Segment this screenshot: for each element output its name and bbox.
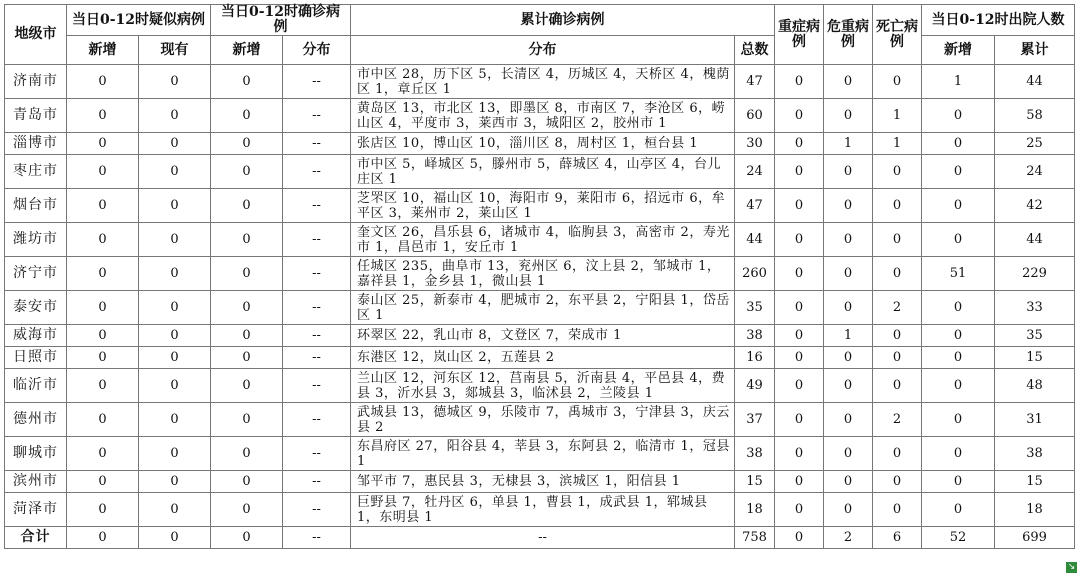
header-conf-dist: 分布 [283,36,351,65]
cell-city: 青岛市 [5,99,67,133]
cell-susp-cur: 0 [139,325,211,347]
cell-death: 0 [873,155,922,189]
cell-susp-cur: 0 [139,369,211,403]
cell-conf-dist: -- [283,257,351,291]
cell-conf-dist: -- [283,65,351,99]
header-critical: 危重病例 [824,5,873,65]
cell-severe: 0 [775,471,824,493]
table-row [5,223,1075,257]
table-row [5,155,1075,189]
table-row [5,403,1075,437]
cell-cum-dist: 兰山区 12，河东区 12，莒南县 5，沂南县 4，平邑县 4，费县 3，沂水县 3，郯城县 3，临沭县 2，兰陵县 1 [351,369,735,403]
cell-susp-new: 0 [67,493,139,527]
cell-susp-new: 0 [67,471,139,493]
cell-dis-new: 0 [922,99,995,133]
cell-susp-cur: 0 [139,99,211,133]
cell-city: 烟台市 [5,189,67,223]
cell-city: 潍坊市 [5,223,67,257]
cell-severe: 0 [775,437,824,471]
cell-severe: 0 [775,155,824,189]
cell-conf-dist: -- [283,155,351,189]
cell-dis-cum: 15 [995,347,1075,369]
cell-conf-dist: -- [283,471,351,493]
total-cum-total: 758 [735,527,775,549]
header-dis-cum: 累计 [995,36,1075,65]
cell-cum-total: 18 [735,493,775,527]
cell-death: 0 [873,65,922,99]
cell-conf-new: 0 [211,99,283,133]
cell-cum-total: 260 [735,257,775,291]
cell-cum-dist: 奎文区 26，昌乐县 6，诸城市 4，临朐县 3，高密市 2，寿光市 1，昌邑市 1，安丘市 1 [351,223,735,257]
cell-susp-new: 0 [67,291,139,325]
total-cum-dist: -- [351,527,735,549]
header-conf-new: 新增 [211,36,283,65]
table-row [5,65,1075,99]
header-susp-current: 现有 [139,36,211,65]
cell-cum-total: 44 [735,223,775,257]
cell-critical: 0 [824,403,873,437]
cell-cum-dist: 邹平市 7，惠民县 3，无棣县 3，滨城区 1，阳信县 1 [351,471,735,493]
cell-conf-new: 0 [211,291,283,325]
cell-dis-cum: 25 [995,133,1075,155]
cell-death: 1 [873,133,922,155]
cell-dis-new: 0 [922,403,995,437]
cell-cum-dist: 张店区 10，博山区 10，淄川区 8，周村区 1，桓台县 1 [351,133,735,155]
cell-conf-new: 0 [211,471,283,493]
cell-conf-dist: -- [283,403,351,437]
cell-dis-new: 0 [922,471,995,493]
header-city: 地级市 [5,5,67,65]
cell-conf-dist: -- [283,99,351,133]
cell-severe: 0 [775,223,824,257]
total-dis-cum: 699 [995,527,1075,549]
cell-susp-new: 0 [67,437,139,471]
header-susp-new: 新增 [67,36,139,65]
cell-susp-new: 0 [67,257,139,291]
cell-city: 枣庄市 [5,155,67,189]
cell-severe: 0 [775,493,824,527]
cell-conf-new: 0 [211,133,283,155]
cell-death: 0 [873,223,922,257]
cell-cum-dist: 任城区 235，曲阜市 13，兖州区 6，汶上县 2，邹城市 1，嘉祥县 1，金乡县 1，微山县 1 [351,257,735,291]
cell-conf-dist: -- [283,347,351,369]
cell-cum-total: 24 [735,155,775,189]
cell-susp-cur: 0 [139,291,211,325]
cell-susp-cur: 0 [139,155,211,189]
total-dis-new: 52 [922,527,995,549]
table-row [5,257,1075,291]
cell-city: 济南市 [5,65,67,99]
header-confirmed-today: 当日0-12时确诊病例 [211,5,351,36]
cell-dis-new: 0 [922,437,995,471]
cell-cum-total: 47 [735,65,775,99]
cell-susp-new: 0 [67,65,139,99]
cell-critical: 0 [824,155,873,189]
cell-dis-cum: 42 [995,189,1075,223]
cell-cum-dist: 东港区 12，岚山区 2，五莲县 2 [351,347,735,369]
cell-susp-cur: 0 [139,65,211,99]
cell-dis-new: 51 [922,257,995,291]
cell-city: 临沂市 [5,369,67,403]
cell-cum-total: 38 [735,325,775,347]
cell-dis-cum: 44 [995,65,1075,99]
cell-susp-new: 0 [67,133,139,155]
cell-city: 泰安市 [5,291,67,325]
cell-cum-dist: 环翠区 22，乳山市 8，文登区 7，荣成市 1 [351,325,735,347]
table-row [5,325,1075,347]
cell-dis-new: 0 [922,133,995,155]
cell-susp-cur: 0 [139,493,211,527]
cell-susp-new: 0 [67,369,139,403]
cell-susp-cur: 0 [139,257,211,291]
cell-conf-dist: -- [283,291,351,325]
cell-susp-cur: 0 [139,471,211,493]
cell-susp-cur: 0 [139,403,211,437]
header-discharged: 当日0-12时出院人数 [922,5,1075,36]
cell-susp-cur: 0 [139,223,211,257]
header-death: 死亡病例 [873,5,922,65]
total-critical: 2 [824,527,873,549]
total-susp-cur: 0 [139,527,211,549]
cell-dis-cum: 15 [995,471,1075,493]
total-row [5,527,1075,549]
cell-critical: 0 [824,65,873,99]
cell-cum-dist: 芝罘区 10，福山区 10，海阳市 9，莱阳市 6，招远市 6，牟平区 3，莱州市 2，莱山区 1 [351,189,735,223]
cell-susp-cur: 0 [139,437,211,471]
cell-dis-cum: 33 [995,291,1075,325]
cell-critical: 1 [824,325,873,347]
table-row [5,291,1075,325]
cell-cum-dist: 东昌府区 27，阳谷县 4，莘县 3，东阿县 2，临清市 1，冠县 1 [351,437,735,471]
cell-conf-dist: -- [283,223,351,257]
cell-dis-cum: 58 [995,99,1075,133]
table-row [5,189,1075,223]
cell-conf-dist: -- [283,189,351,223]
cell-death: 0 [873,257,922,291]
total-susp-new: 0 [67,527,139,549]
cell-dis-new: 0 [922,155,995,189]
expand-icon[interactable]: ↘ [1067,562,1076,572]
cell-death: 0 [873,471,922,493]
cell-death: 0 [873,493,922,527]
cell-critical: 0 [824,99,873,133]
cell-death: 0 [873,369,922,403]
cell-dis-new: 0 [922,347,995,369]
cell-dis-cum: 35 [995,325,1075,347]
cell-dis-new: 0 [922,493,995,527]
cell-critical: 0 [824,223,873,257]
cell-cum-total: 47 [735,189,775,223]
cell-conf-dist: -- [283,493,351,527]
cell-susp-cur: 0 [139,133,211,155]
cell-susp-new: 0 [67,325,139,347]
cell-conf-new: 0 [211,493,283,527]
cell-city: 淄博市 [5,133,67,155]
cell-dis-cum: 48 [995,369,1075,403]
cell-dis-new: 0 [922,223,995,257]
cell-conf-new: 0 [211,403,283,437]
table-row [5,99,1075,133]
cell-susp-new: 0 [67,223,139,257]
cell-susp-cur: 0 [139,189,211,223]
cell-severe: 0 [775,257,824,291]
header-dis-new: 新增 [922,36,995,65]
cell-critical: 0 [824,257,873,291]
cell-conf-new: 0 [211,257,283,291]
table-row [5,133,1075,155]
cell-death: 0 [873,325,922,347]
cell-conf-new: 0 [211,223,283,257]
cell-severe: 0 [775,65,824,99]
cell-critical: 0 [824,493,873,527]
cell-dis-new: 1 [922,65,995,99]
cell-dis-cum: 229 [995,257,1075,291]
cell-city: 滨州市 [5,471,67,493]
covid-case-table [4,4,1075,549]
cell-death: 1 [873,99,922,133]
cell-severe: 0 [775,347,824,369]
cell-conf-new: 0 [211,155,283,189]
table-row [5,493,1075,527]
cell-cum-total: 30 [735,133,775,155]
cell-dis-new: 0 [922,291,995,325]
cell-cum-total: 60 [735,99,775,133]
cell-cum-total: 37 [735,403,775,437]
cell-dis-cum: 31 [995,403,1075,437]
header-severe: 重症病例 [775,5,824,65]
cell-dis-new: 0 [922,369,995,403]
cell-cum-total: 49 [735,369,775,403]
cell-susp-new: 0 [67,155,139,189]
cell-susp-new: 0 [67,347,139,369]
total-conf-dist: -- [283,527,351,549]
cell-conf-dist: -- [283,369,351,403]
cell-dis-cum: 18 [995,493,1075,527]
cell-cum-total: 38 [735,437,775,471]
cell-conf-new: 0 [211,65,283,99]
header-cum-dist: 分布 [351,36,735,65]
cell-conf-dist: -- [283,437,351,471]
cell-conf-new: 0 [211,369,283,403]
cell-severe: 0 [775,325,824,347]
cell-susp-new: 0 [67,403,139,437]
cell-severe: 0 [775,291,824,325]
cell-cum-dist: 市中区 5，峄城区 5，滕州市 5，薛城区 4，山亭区 4，台儿庄区 1 [351,155,735,189]
cell-cum-dist: 黄岛区 13，市北区 13，即墨区 8，市南区 7，李沧区 6，崂山区 4，平度市 3，莱西市 3，城阳区 2，胶州市 1 [351,99,735,133]
cell-death: 2 [873,291,922,325]
cell-city: 德州市 [5,403,67,437]
cell-conf-new: 0 [211,437,283,471]
cell-death: 0 [873,189,922,223]
cell-dis-new: 0 [922,189,995,223]
cell-cum-dist: 武城县 13，德城区 9，乐陵市 7，禹城市 3，宁津县 3，庆云县 2 [351,403,735,437]
cell-cum-total: 35 [735,291,775,325]
cell-dis-cum: 24 [995,155,1075,189]
cell-dis-cum: 44 [995,223,1075,257]
table-row [5,369,1075,403]
header-suspected: 当日0-12时疑似病例 [67,5,211,36]
cell-susp-cur: 0 [139,347,211,369]
total-city: 合计 [5,527,67,549]
total-death: 6 [873,527,922,549]
cell-city: 济宁市 [5,257,67,291]
cell-dis-new: 0 [922,325,995,347]
cell-conf-dist: -- [283,325,351,347]
cell-severe: 0 [775,99,824,133]
cell-severe: 0 [775,133,824,155]
cell-city: 日照市 [5,347,67,369]
cell-dis-cum: 38 [995,437,1075,471]
cell-conf-new: 0 [211,189,283,223]
table-row [5,347,1075,369]
cell-severe: 0 [775,189,824,223]
cell-cum-total: 16 [735,347,775,369]
cell-cum-total: 15 [735,471,775,493]
cell-critical: 0 [824,437,873,471]
cell-conf-new: 0 [211,325,283,347]
total-severe: 0 [775,527,824,549]
cell-death: 0 [873,347,922,369]
cell-critical: 0 [824,291,873,325]
cell-cum-dist: 市中区 28，历下区 5，长清区 4，历城区 4，天桥区 4，槐荫区 1，章丘区 1 [351,65,735,99]
cell-city: 聊城市 [5,437,67,471]
total-conf-new: 0 [211,527,283,549]
cell-critical: 0 [824,369,873,403]
cell-critical: 1 [824,133,873,155]
cell-susp-new: 0 [67,189,139,223]
cell-critical: 0 [824,189,873,223]
cell-cum-dist: 泰山区 25，新泰市 4，肥城市 2，东平县 2，宁阳县 1，岱岳区 1 [351,291,735,325]
cell-death: 2 [873,403,922,437]
table-row [5,471,1075,493]
table-row [5,437,1075,471]
cell-cum-dist: 巨野县 7，牡丹区 6，单县 1，曹县 1，成武县 1，郓城县 1，东明县 1 [351,493,735,527]
cell-city: 威海市 [5,325,67,347]
cell-conf-dist: -- [283,133,351,155]
cell-critical: 0 [824,471,873,493]
cell-death: 0 [873,437,922,471]
cell-city: 菏泽市 [5,493,67,527]
cell-critical: 0 [824,347,873,369]
header-cum-total: 总数 [735,36,775,65]
cell-severe: 0 [775,403,824,437]
cell-conf-new: 0 [211,347,283,369]
cell-susp-new: 0 [67,99,139,133]
cell-severe: 0 [775,369,824,403]
header-cumulative: 累计确诊病例 [351,5,775,36]
